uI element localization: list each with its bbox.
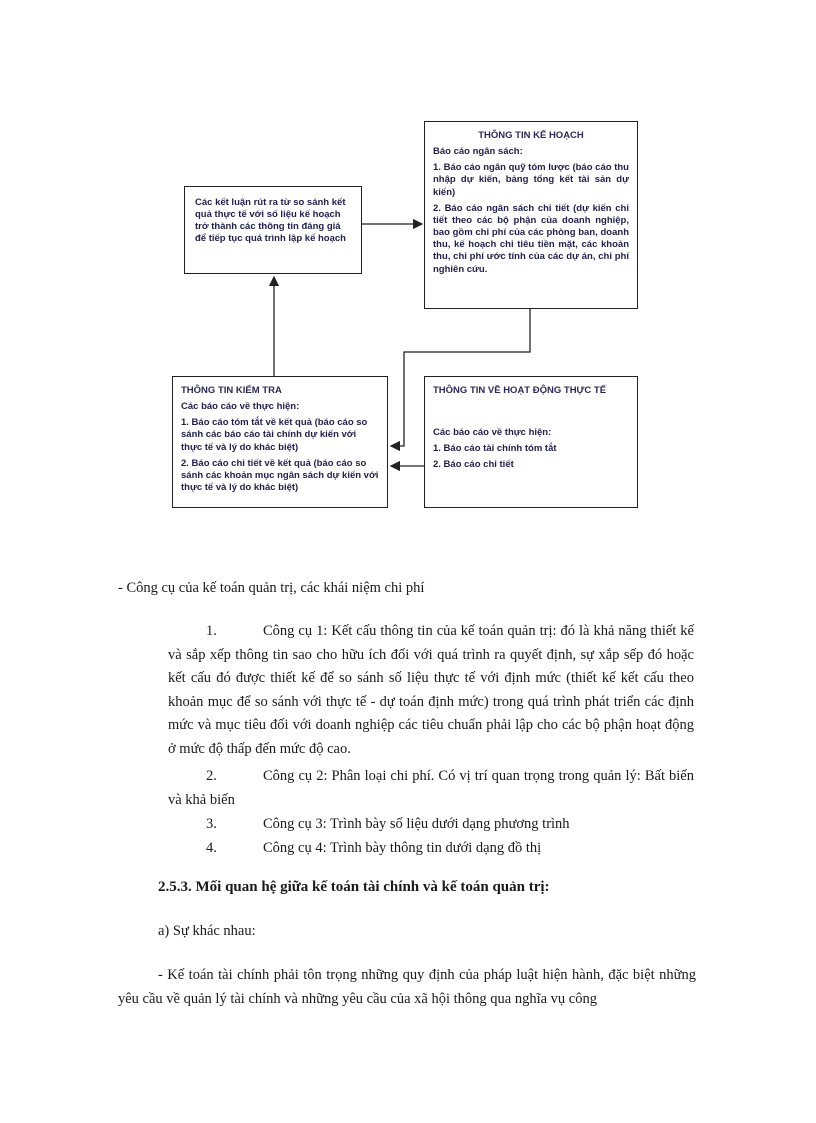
- plan-box-item-2: 2. Báo cáo ngân sách chi tiết (dự kiến chi tiết theo các bộ phận của doanh nghiệp, bao gồm chi phí của các phòng ban, doanh thu, kế hoạch chi tiêu tiền mặt, các khoản thu, chi phí ước tính của các dự án, chi phí nghiên cứu.: [433, 202, 629, 275]
- control-box-item-2: 2. Báo cáo chi tiết về kết quả (báo cáo so sánh các khoản mục ngân sách dự kiến với thực tế và lý do khác biệt): [181, 457, 379, 494]
- control-info-box: [172, 376, 388, 508]
- actual-box-item-2: 2. Báo cáo chi tiết: [433, 459, 514, 471]
- conclusions-box: [184, 186, 362, 274]
- section-heading: 2.5.3. Mối quan hệ giữa kế toán tài chính và kế toán quản trị:: [158, 879, 550, 895]
- tool-text: Công cụ 4: Trình bày thông tin dưới dạng đồ thị: [263, 840, 542, 856]
- plan-box-subtitle: Báo cáo ngân sách:: [433, 146, 523, 158]
- plan-box-title: THÔNG TIN KẾ HOẠCH: [478, 130, 584, 141]
- tool-number: 3.: [206, 816, 217, 832]
- tool-item-1: [168, 620, 694, 761]
- tool-text: Công cụ 3: Trình bày số liệu dưới dạng phương trình: [263, 816, 570, 832]
- plan-box-item-1: 1. Báo cáo ngân quỹ tóm lược (báo cáo thu nhập dự kiến, bảng tổng kết tài sản dự kiến): [433, 162, 629, 198]
- tool-number: 1.: [206, 623, 217, 639]
- tool-text: Công cụ 1: Kết cấu thông tin của kế toán quản trị: đó là khả năng thiết kế và sắp xếp thông tin sao cho hữu ích đối với quá trình ra quyết định, sự xắp sếp đó hoặc kết cấu đó được thiết kế để so sánh số liệu thực tế với định mức (thiết kế kết cấu theo khoản mục để so sánh với thực tế - dự toán định mức) trong quá trình phát triển các định mức và mục tiêu đối với doanh nghiệp các tiêu chuẩn phải lập cho các bộ phận hoạt động ở mức độ thấp đến mức độ cao.: [168, 623, 694, 757]
- actual-box-subtitle: Các báo cáo về thực hiện:: [433, 427, 552, 439]
- actual-activity-box: [424, 376, 638, 508]
- tool-number: 4.: [206, 840, 217, 856]
- body-paragraph: - Kế toán tài chính phải tôn trọng những quy định của pháp luật hiện hành, đặc biệt những yêu cầu về quản lý tài chính và những yêu cầu của xã hội thông qua nghĩa vụ công: [118, 967, 696, 1007]
- control-box-item-1: 1. Báo cáo tóm tắt về kết quả (báo cáo so sánh các báo cáo tài chính dự kiến với thực tế và lý do khác biệt): [181, 417, 368, 453]
- control-box-subtitle: Các báo cáo về thực hiện:: [181, 401, 300, 413]
- plan-info-box: [424, 121, 638, 309]
- tool-number: 2.: [206, 768, 217, 784]
- actual-box-item-1: 1. Báo cáo tài chính tóm tắt: [433, 443, 557, 455]
- subsection-a: a) Sự khác nhau:: [158, 923, 256, 939]
- diagram-arrows: [0, 0, 816, 560]
- actual-box-title: THÔNG TIN VỀ HOẠT ĐỘNG THỰC TẾ: [433, 385, 607, 396]
- tool-item-2: [168, 765, 694, 812]
- intro-line: - Công cụ của kế toán quản trị, các khái niệm chi phí: [118, 580, 425, 596]
- control-box-title: THÔNG TIN KIỂM TRA: [181, 385, 282, 396]
- conclusions-text: Các kết luận rút ra từ so sánh kết quả thực tế với số liệu kế hoạch trở thành các thông tin đáng giá để tiếp tục quá trình lập kế hoạch: [195, 197, 346, 245]
- tool-item-4: [168, 837, 694, 861]
- tool-text: Công cụ 2: Phân loại chi phí. Có vị trí quan trọng trong quản lý: Bất biến và khả biến: [168, 768, 694, 808]
- tool-item-3: [168, 813, 694, 837]
